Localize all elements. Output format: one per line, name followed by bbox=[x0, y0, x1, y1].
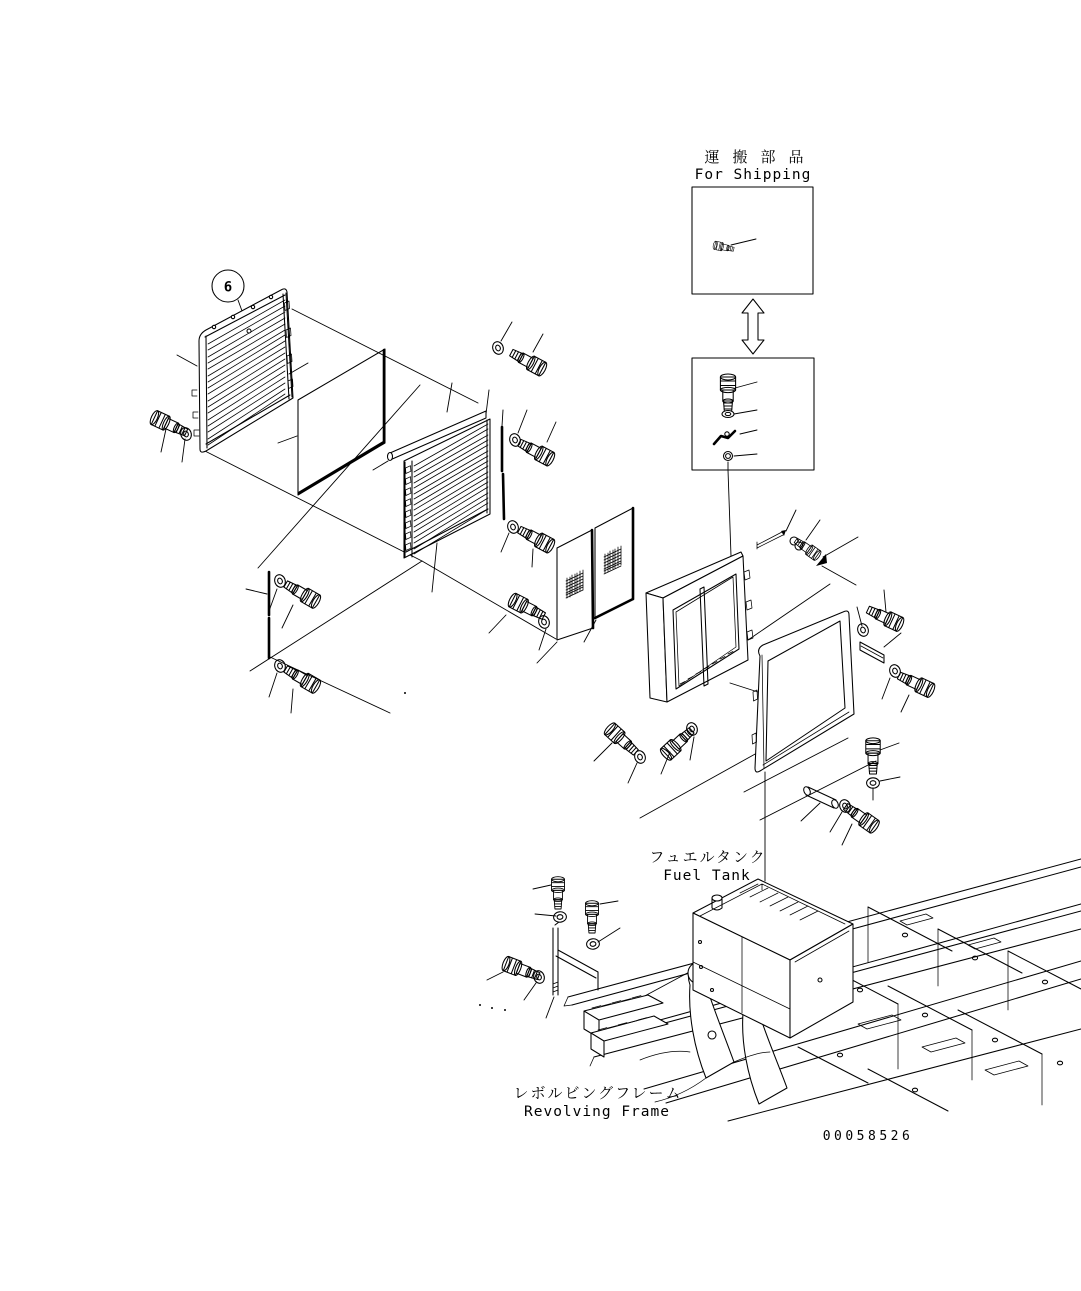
drawing-number: 00058526 bbox=[822, 1129, 914, 1144]
filler-cap-icon bbox=[712, 895, 722, 901]
shipping-box-lower bbox=[692, 358, 814, 556]
washer-icon bbox=[722, 411, 734, 418]
fuel-tank-label-jp: フュエルタンク bbox=[649, 848, 767, 866]
bolt-icon bbox=[507, 592, 548, 623]
strip-plate bbox=[860, 642, 884, 663]
lower-louver-grille bbox=[388, 411, 491, 558]
callout-number: 6 bbox=[223, 279, 233, 296]
washer-icon bbox=[633, 749, 647, 765]
cover-frame bbox=[752, 611, 854, 772]
washer-icon bbox=[586, 938, 600, 949]
bolt-icon bbox=[508, 346, 549, 377]
revolving-frame-label-jp: レボルビングフレーム bbox=[513, 1084, 683, 1102]
grille-frame-box bbox=[646, 552, 753, 702]
bolt-icon bbox=[516, 523, 557, 554]
bolt-icon bbox=[586, 901, 599, 933]
bolt-icon bbox=[552, 877, 565, 909]
shipping-label-en: For Shipping bbox=[694, 167, 812, 183]
washer-icon bbox=[856, 622, 870, 638]
washer-icon bbox=[867, 778, 880, 788]
washer-icon bbox=[491, 340, 505, 356]
upper-louver-grille bbox=[192, 289, 293, 452]
tank-mount-bracket bbox=[404, 692, 598, 1011]
mesh-panel-right bbox=[595, 508, 633, 618]
bolt-icon bbox=[282, 662, 323, 694]
shipping-label-jp: 運 搬 部 品 bbox=[704, 148, 806, 166]
bolt-icon bbox=[865, 603, 906, 633]
side-panel-edge-left bbox=[246, 572, 269, 658]
bolt-icon bbox=[896, 669, 937, 699]
fuel-tank bbox=[693, 879, 853, 1038]
washer-icon bbox=[508, 432, 522, 448]
assembly-arrow-icon bbox=[816, 554, 827, 566]
washer-icon bbox=[273, 573, 287, 589]
fuel-tank-label-en: Fuel Tank bbox=[663, 868, 751, 884]
washer-icon bbox=[273, 658, 287, 674]
bolt-icon bbox=[866, 738, 880, 774]
bolt-icon bbox=[282, 577, 323, 609]
bolt-icon bbox=[500, 955, 541, 983]
seal-leaders bbox=[278, 436, 388, 470]
washer-icon bbox=[553, 911, 567, 922]
callout-6[interactable] bbox=[212, 270, 244, 302]
revolving-frame-label-en: Revolving Frame bbox=[524, 1104, 670, 1120]
mesh-panel-left bbox=[557, 530, 593, 640]
nut-icon bbox=[724, 452, 733, 461]
transport-arrow-icon bbox=[742, 299, 764, 354]
shipping-box-upper bbox=[692, 187, 813, 294]
washer-icon bbox=[888, 663, 902, 679]
bolt-icon bbox=[148, 410, 189, 440]
bolt-icon bbox=[516, 436, 557, 467]
